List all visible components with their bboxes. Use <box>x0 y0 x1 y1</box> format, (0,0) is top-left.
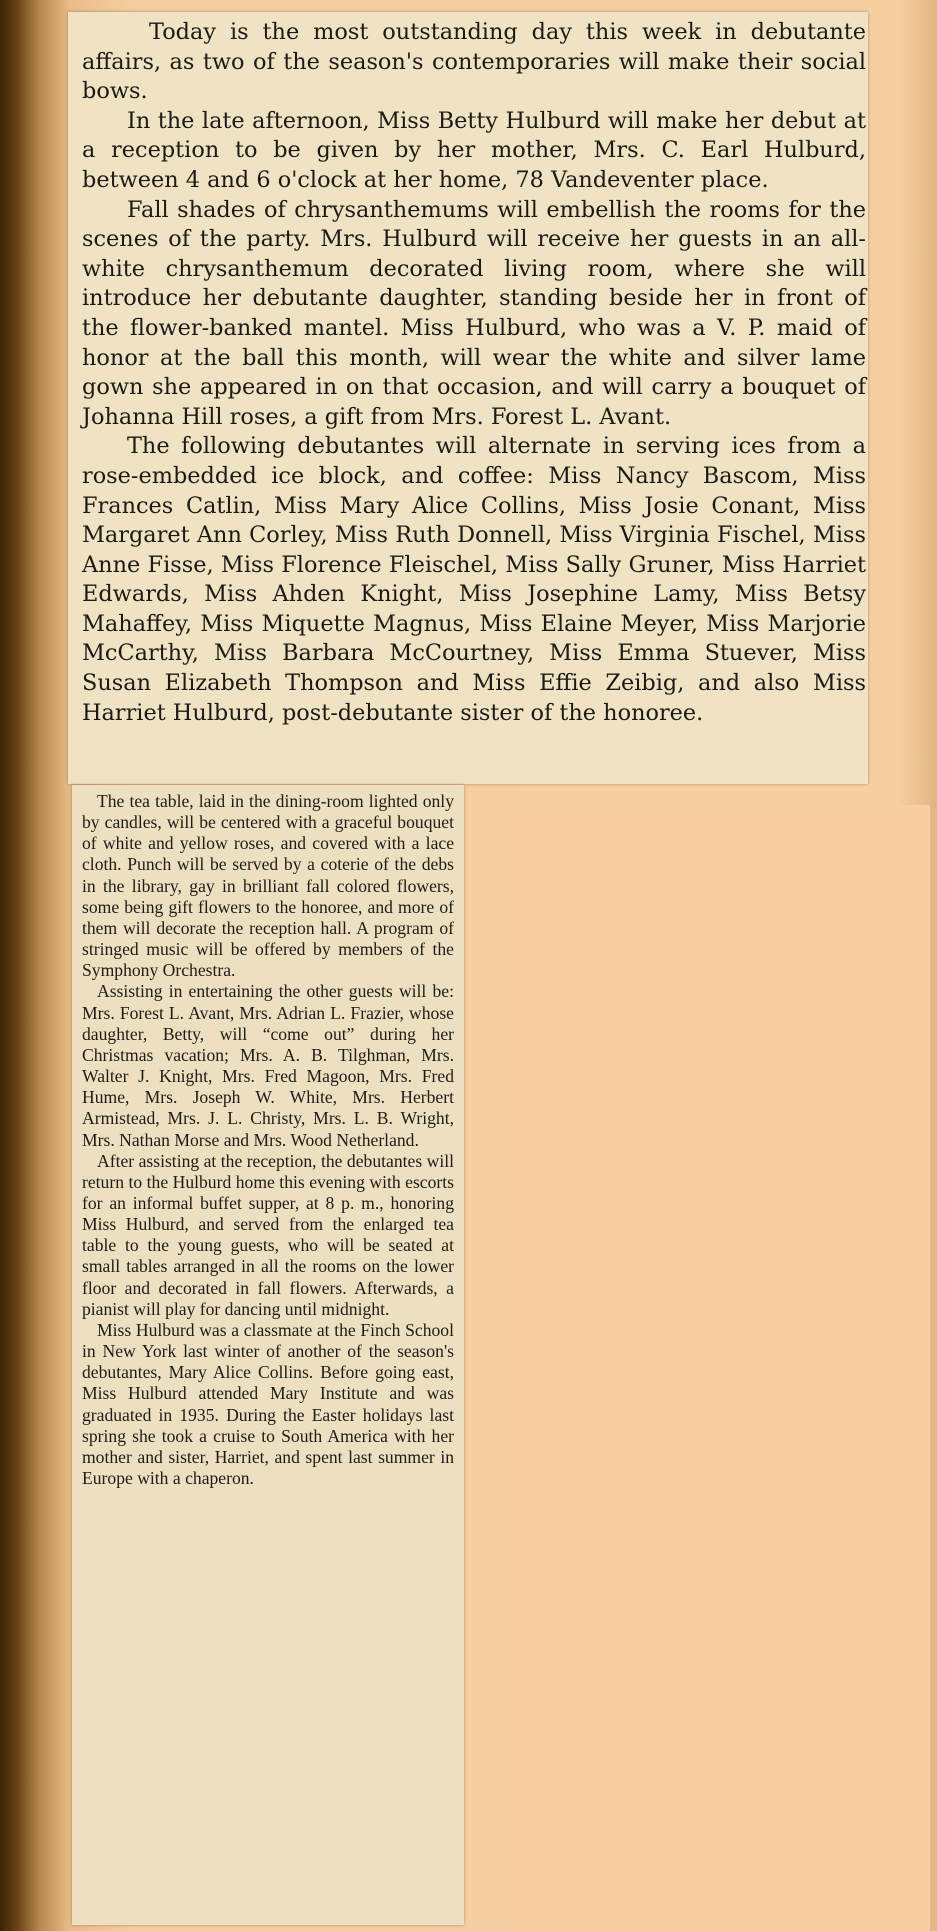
paragraph-biography: Miss Hulburd was a classmate at the Finch School in New York last winter of another of the season's debutantes, Mary Alice Collins. Before going east, Miss Hulburd attended Mary Institute and was graduated in 1935. During the Easter holidays last spring she took a cruise to South America with her mother and sister, Harriet, and spent last summer in Europe with a chaperon. <box>82 1319 454 1488</box>
paragraph-buffet-supper: After assisting at the reception, the debutantes will return to the Hulburd home this evening with escorts for an informal buffet supper, at 8 p. m., honoring Miss Hulburd, and served from the enlarged tea table to the young guests, who will be seated at small tables arranged in all the rooms on the lower floor and decorated in fall flowers. Afterwards, a pianist will play for dancing until midnight. <box>82 1150 454 1319</box>
lower-clipping-text <box>82 791 454 1489</box>
blank-scrapbook-area <box>510 805 930 1931</box>
paragraph-tea-table: The tea table, laid in the dining-room lighted only by candles, will be centered with a graceful bouquet of white and yellow roses, and covered with a lace cloth. Punch will be served by a coterie of the debs in the library, gay in brilliant fall colored flowers, some being gift flowers to the honoree, and more of them will decorate the reception hall. A program of stringed music will be offered by members of the Symphony Orchestra. <box>82 791 454 981</box>
paragraph-assisting-guests: Assisting in entertaining the other guests will be: Mrs. Forest L. Avant, Mrs. Adrian L. Frazier, whose daughter, Betty, will “come out” during her Christmas vacation; Mrs. A. B. Tilghman, Mrs. Walter J. Knight, Mrs. Fred Magoon, Mrs. Fred Hume, Mrs. Joseph W. White, Mrs. Herbert Armistead, Mrs. J. L. Christy, Mrs. L. B. Wright, Mrs. Nathan Morse and Mrs. Wood Netherland. <box>82 981 454 1150</box>
paragraph-debutantes-list: The following debutantes will alternate in serving ices from a rose-embedded ice block, and coffee: Miss Nancy Bascom, Miss Frances Catlin, Miss Mary Alice Collins, Miss Josie Conant, Miss Margaret Ann Corley, Miss Ruth Donnell, Miss Virginia Fischel, Miss Anne Fisse, Miss Florence Fleischel, Miss Sally Gruner, Miss Harriet Edwards, Miss Ahden Knight, Miss Josephine Lamy, Miss Betsy Mahaffey, Miss Miquette Magnus, Miss Elaine Meyer, Miss Marjorie McCarthy, Miss Barbara McCourtney, Miss Emma Stuever, Miss Susan Elizabeth Thompson and Miss Effie Zeibig, and also Miss Harriet Hulburd, post-debutante sister of the honoree. <box>82 433 866 726</box>
upper-clipping <box>68 12 868 784</box>
paragraph-reception: In the late afternoon, Miss Betty Hulburd will make her debut at a reception to be given by her mother, Mrs. C. Earl Hulburd, between 4 and 6 o'clock at her home, 78 Vandeventer place. <box>82 107 866 193</box>
upper-clipping-text <box>82 18 866 728</box>
lower-clipping <box>72 785 464 1925</box>
paragraph-intro: Today is the most outstanding day this week in debutante affairs, as two of the season's contemporaries will make their social bows. <box>82 19 866 105</box>
paragraph-decorations: Fall shades of chrysanthemums will embellish the rooms for the scenes of the party. Mrs. Hulburd will receive her guests in an all-white chrysanthemum decorated living room, where she will introduce her debutante daughter, standing beside her in front of the flower-banked mantel. Miss Hulburd, who was a V. P. maid of honor at the ball this month, will wear the white and silver lame gown she appeared in on that occasion, and will carry a bouquet of Johanna Hill roses, a gift from Mrs. Forest L. Avant. <box>82 196 866 430</box>
